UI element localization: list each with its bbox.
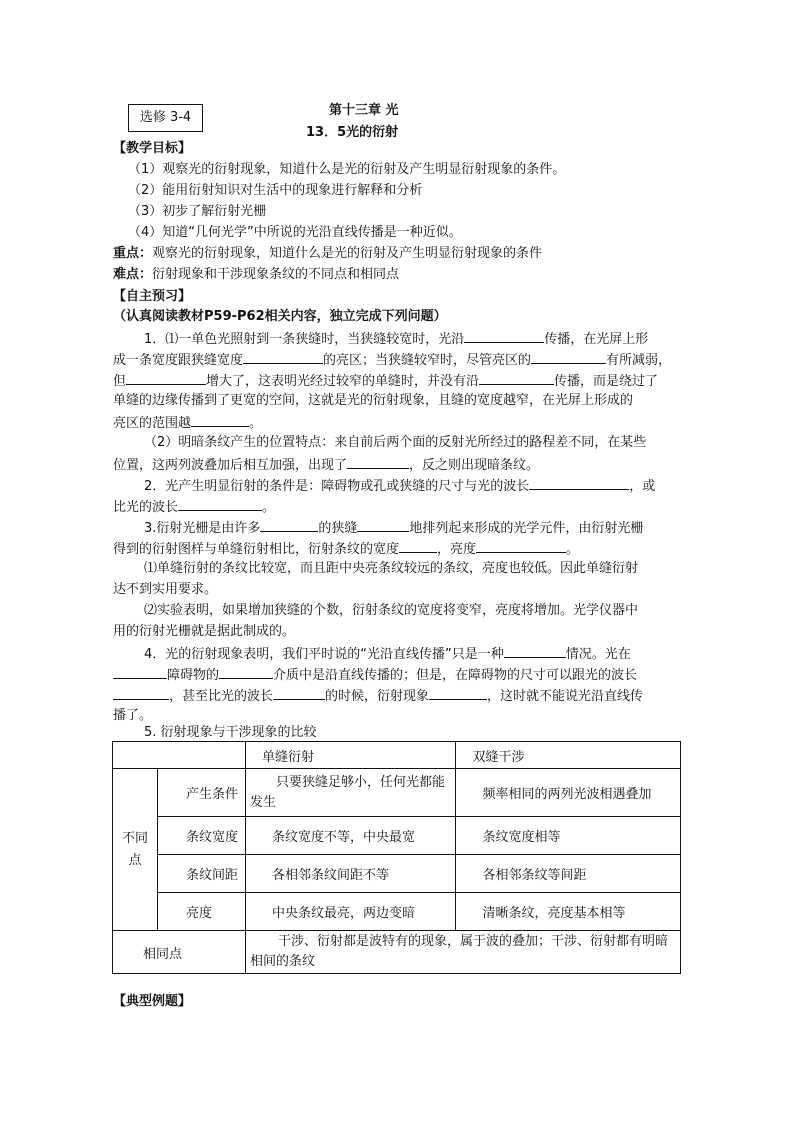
- answer-blank[interactable]: [243, 349, 323, 364]
- answer-blank[interactable]: [529, 475, 629, 490]
- question-3-para: 用的衍射光栅就是据此制成的。: [113, 624, 296, 639]
- key-point: 重点：观察光的衍射现象，知道什么是光的衍射及产生明显衍射现象的条件: [113, 246, 543, 261]
- answer-blank[interactable]: [347, 454, 409, 469]
- answer-blank[interactable]: [191, 412, 249, 427]
- single-slit-cell: 条纹宽度不等，中央最宽: [245, 817, 456, 855]
- single-slit-cell: 各相邻条纹间距不等: [245, 855, 456, 893]
- question-3-para: 达不到实用要求。: [113, 582, 218, 597]
- row-label: 条纹宽度: [157, 817, 245, 855]
- course-tag: 选修 3-4: [128, 104, 203, 132]
- question-2-line: 2．光产生明显衍射的条件是：障碍物或孔或狭缝的尺寸与光的波长 ，或: [144, 475, 655, 496]
- table-corner-cell: [113, 742, 246, 769]
- question-3-para: ⑵实验表明，如果增加狭缝的个数，衍射条纹的宽度将变窄，亮度将增加。光学仪器中: [144, 603, 639, 618]
- answer-blank[interactable]: [260, 517, 318, 532]
- examples-heading: 【典型例题】: [113, 994, 192, 1009]
- question-3-para: ⑴单缝衍射的条纹比较宽，而且距中央亮条纹较远的条纹，亮度也较低。因此单缝衍射: [144, 561, 639, 576]
- answer-blank[interactable]: [429, 685, 487, 700]
- answer-blank[interactable]: [178, 496, 262, 511]
- answer-blank[interactable]: [399, 538, 437, 553]
- double-slit-cell: 各相邻条纹等间距: [456, 855, 681, 893]
- question-1b-line: 位置，这两列波叠加后相互加强，出现了 ，反之则出现暗条纹。: [113, 454, 539, 475]
- answer-blank[interactable]: [476, 538, 566, 553]
- answer-blank[interactable]: [479, 370, 554, 385]
- question-1-line: 但 增大了，这表明光经过较窄的单缝时，并没有沿 传播，而是绕过了: [113, 370, 658, 391]
- double-slit-cell: 条纹宽度相等: [456, 817, 681, 855]
- row-label: 条纹间距: [157, 855, 245, 893]
- column-header: 单缝衍射: [245, 742, 456, 769]
- table-header-row: [113, 742, 681, 769]
- table-row: [113, 817, 681, 855]
- double-slit-cell: 清晰条纹，亮度基本相等: [456, 893, 681, 931]
- row-label: 亮度: [157, 893, 245, 931]
- table-row: [113, 893, 681, 931]
- goals-heading: 【教学目标】: [113, 141, 192, 156]
- row-label: 产生条件: [157, 769, 245, 817]
- question-2-line: 比光的波长 。: [113, 496, 275, 517]
- chapter-title: 第十三章 光: [329, 103, 399, 118]
- goal-item: （2）能用衍射知识对生活中的现象进行解释和分析: [128, 183, 423, 198]
- section-title: 13．5光的衍射: [306, 125, 399, 140]
- column-header: 双缝干涉: [456, 742, 681, 769]
- question-1-line: 成一条宽度跟狭缝宽度 的亮区；当狭缝较窄时，尽管亮区的 有所减弱，: [113, 349, 671, 370]
- question-1-line: 单缝的边缘传播到了更宽的空间，这就是光的衍射现象，且缝的宽度越窄，在光屏上形成的: [113, 393, 634, 408]
- answer-blank[interactable]: [357, 517, 409, 532]
- difficult-point: 难点：衍射现象和干涉现象条纹的不同点和相同点: [113, 267, 400, 282]
- question-1-line: 亮区的范围越 。: [113, 412, 262, 433]
- question-3-line: 3.衍射光栅是由许多 的狭缝 地排列起来形成的光学元件，由衍射光栅: [144, 517, 643, 538]
- answer-blank[interactable]: [464, 328, 544, 343]
- goal-item: （1）观察光的衍射现象，知道什么是光的衍射及产生明显衍射现象的条件。: [128, 162, 566, 177]
- answer-blank[interactable]: [113, 664, 167, 679]
- preview-heading: 【自主预习】: [113, 289, 192, 304]
- answer-blank[interactable]: [113, 685, 169, 700]
- question-4-line: 播了。: [113, 708, 153, 723]
- goal-item: （3）初步了解衍射光栅: [128, 204, 267, 219]
- question-3-line: 得到的衍射图样与单缝衍射相比，衍射条纹的宽度 ，亮度 。: [113, 538, 579, 559]
- table-row: [113, 855, 681, 893]
- table-row: [113, 769, 681, 817]
- single-slit-cell: 只要狭缝足够小，任何光都能发生: [245, 769, 456, 817]
- single-slit-cell: 中央条纹最亮，两边变暗: [245, 893, 456, 931]
- same-text: 干涉、衍射都是波特有的现象，属于波的叠加；干涉、衍射都有明暗相间的条纹: [245, 931, 680, 974]
- goal-item: （4）知道“几何光学”中所说的光沿直线传播是一种近似。: [128, 225, 462, 240]
- double-slit-cell: 频率相同的两列光波相遇叠加: [456, 769, 681, 817]
- question-4-line: 障碍物的 介质中是沿直线传播的；但是，在障碍物的尺寸可以跟光的波长: [113, 664, 637, 685]
- question-4-line: 4．光的衍射现象表明，我们平时说的“光沿直线传播”只是一种 情况。光在: [144, 643, 631, 664]
- answer-blank[interactable]: [273, 685, 325, 700]
- question-1b-line: （2）明暗条纹产生的位置特点：来自前后两个面的反射光所经过的路程差不同，在某些: [144, 435, 647, 450]
- answer-blank[interactable]: [126, 370, 206, 385]
- answer-blank[interactable]: [219, 664, 273, 679]
- answer-blank[interactable]: [531, 349, 606, 364]
- preview-instruction: （认真阅读教材P59-P62相关内容，独立完成下列问题）: [113, 309, 447, 324]
- question-1-line: 1．⑴一单色光照射到一条狭缝时，当狭缝较宽时，光沿 传播，在光屏上形: [144, 328, 648, 349]
- table-row: [113, 931, 681, 974]
- question-4-line: ，甚至比光的波长 的时候，衍射现象 ，这时就不能说光沿直线传: [113, 685, 643, 706]
- differences-label: 不同点: [113, 769, 158, 931]
- answer-blank[interactable]: [504, 643, 566, 658]
- comparison-table: [112, 741, 681, 974]
- same-label: 相同点: [113, 931, 246, 974]
- question-5-title: 5. 衍射现象与干涉现象的比较: [144, 725, 317, 740]
